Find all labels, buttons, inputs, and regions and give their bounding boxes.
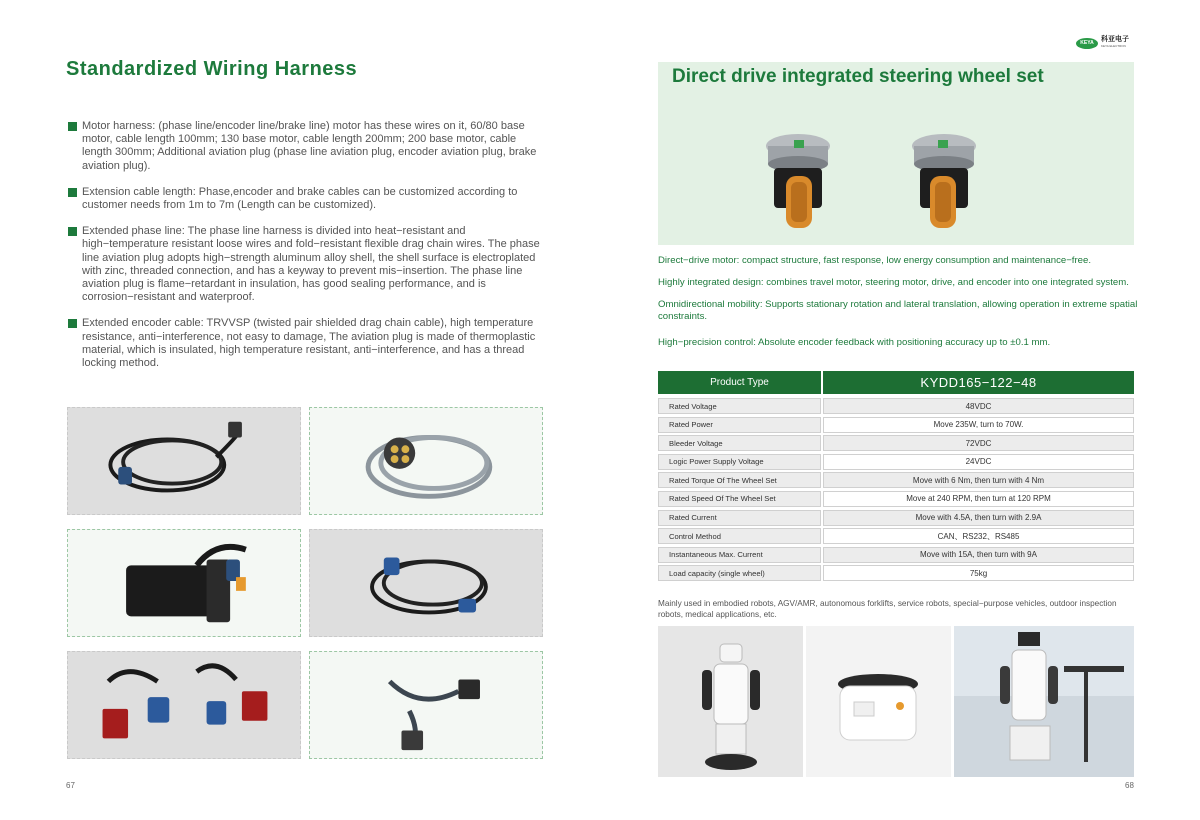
spec-row [658,472,1134,488]
logo-chinese-text: 科亚电子 [1101,36,1129,43]
right-page [600,0,1200,820]
spec-value: 75kg [823,565,1134,581]
spec-key: Rated Torque Of The Wheel Set [658,472,821,488]
bullet-text: Motor harness: (phase line/encoder line/brake line) motor has these wires on it, 60/80 base motor, cable length 100mm; 130 base motor, cable length 200mm; 200 base motor, cable length 300mm; Additional aviation plug (phase line aviation plug, encoder aviation plug, brake aviation plug). [82,120,537,172]
page-number: 67 [66,781,75,790]
spec-table [658,371,1134,584]
spec-header-model: KYDD165−122−48 [823,371,1134,394]
feature-text: Omnidirectional mobility: Supports stationary rotation and lateral translation, allowing operation in extreme spatial constraints. [658,299,1138,322]
spec-row [658,491,1134,507]
spec-key: Rated Speed Of The Wheel Set [658,491,821,507]
spec-value: Move at 240 RPM, then turn at 120 RPM [823,491,1134,507]
spec-table-header [658,371,1134,394]
gray-cable-with-plug-photo [309,407,543,515]
spec-key: Bleeder Voltage [658,435,821,451]
spec-row [658,510,1134,526]
spec-row [658,417,1134,433]
bullet-item [68,317,548,370]
spec-key: Instantaneous Max. Current [658,547,821,563]
multi-connector-harness-photo [67,651,301,759]
spec-key: Rated Power [658,417,821,433]
humanoid-robot-photo [658,626,803,777]
spec-key: Rated Voltage [658,398,821,414]
encoder-cable-db-connector-photo [309,651,543,759]
bullet-text: Extended phase line: The phase line harness is divided into heat−resistant and high−temperature resistant loose wires and fold−resistant flexible drag chain wires. The phase line aviation plug adopts high−strength aluminum alloy shell, the shell surface is electroplated with zinc, threaded connection, and has a keyway to prevent mis−insertion. The phase line aviation plug is flame−retardant in insulation, has good sealing performance, and is corrosion−resistant and waterproof. [82,225,540,304]
spec-row [658,398,1134,414]
feature-text: High−precision control: Absolute encoder feedback with positioning accuracy up to ±0.1 mm. [658,337,1051,348]
spec-key: Control Method [658,528,821,544]
black-cable-blue-plugs-photo [309,529,543,637]
spec-value: Move 235W, turn to 70W. [823,417,1134,433]
spec-key: Load capacity (single wheel) [658,565,821,581]
spec-value: Move with 4.5A, then turn with 2.9A [823,510,1134,526]
spec-value: 72VDC [823,435,1134,451]
steering-wheel-unit-image [904,132,984,232]
logo-english-text: KEYA ELECTRON [1101,44,1126,48]
bullet-text: Extension cable length: Phase,encoder and brake cables can be customized according to customer needs from 1m to 7m (Length can be customized). [82,185,518,212]
logo-mark-icon: KEYA [1076,38,1098,49]
bullet-text: Extended encoder cable: TRVVSP (twisted pair shielded drag chain cable), high temperature resistance, anti−interference, not easy to damage, The aviation plug is made of thermoplastic material, which is insulated, high temperature resistant, anti−interference, and has a thread locking method. [82,317,536,370]
feature-text: Direct−drive motor: compact structure, fast response, low energy consumption and maintenance−free. [658,255,1091,266]
spec-value: Move with 6 Nm, then turn with 4 Nm [823,472,1134,488]
spec-header-key: Product Type [658,371,821,394]
spec-value: Move with 15A, then turn with 9A [823,547,1134,563]
motor-with-harness-photo [67,529,301,637]
brand-logo [1076,36,1129,50]
service-robot-office-photo [954,626,1134,777]
spec-row [658,435,1134,451]
bullet-square-icon [68,122,77,131]
steering-wheel-unit-image [758,132,838,232]
feature-list [658,255,1138,358]
bullet-square-icon [68,319,77,328]
spec-key: Logic Power Supply Voltage [658,454,821,470]
page-title: Standardized Wiring Harness [66,58,358,80]
spec-value: CAN、RS232、RS485 [823,528,1134,544]
bullet-item [68,225,548,304]
bullet-item [68,186,548,212]
spec-value: 48VDC [823,398,1134,414]
spec-row [658,547,1134,563]
bullet-square-icon [68,227,77,236]
coiled-black-cable-photo [67,407,301,515]
product-hero-panel [658,62,1134,245]
page-number: 68 [1125,781,1134,790]
bullet-list [68,120,548,383]
applications-text: Mainly used in embodied robots, AGV/AMR, autonomous forklifts, service robots, special−purpose vehicles, outdoor inspection robots, medical applications, etc. [658,599,1117,619]
product-title: Direct drive integrated steering wheel set [672,66,1044,87]
spec-row [658,454,1134,470]
feature-text: Highly integrated design: combines travel motor, steering motor, drive, and encoder into one integrated system. [658,277,1129,288]
spec-row [658,565,1134,581]
bullet-item [68,120,548,173]
spec-key: Rated Current [658,510,821,526]
spec-value: 24VDC [823,454,1134,470]
agv-robot-photo [806,626,951,777]
bullet-square-icon [68,188,77,197]
spec-row [658,528,1134,544]
